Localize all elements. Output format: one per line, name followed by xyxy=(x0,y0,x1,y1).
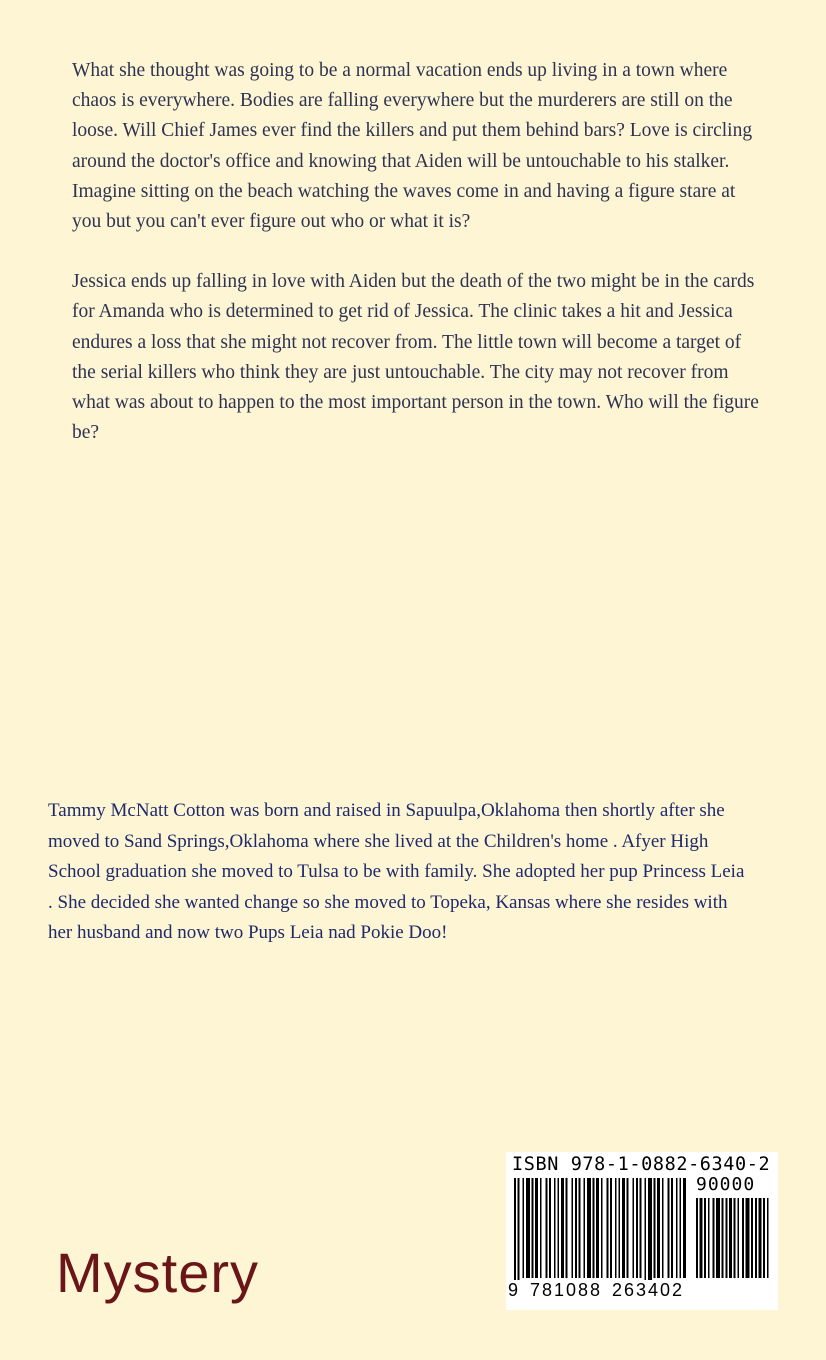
isbn-label: ISBN 978-1-0882-6340-2 xyxy=(512,1154,771,1175)
barcode-bar xyxy=(716,1198,720,1278)
barcode-bar xyxy=(645,1178,647,1290)
barcode-bar xyxy=(767,1198,769,1278)
barcode-bar xyxy=(584,1178,586,1278)
barcode-bar xyxy=(561,1178,564,1278)
barcode-bar xyxy=(549,1178,551,1278)
ean-left-digits: 781088 xyxy=(530,1280,603,1300)
barcode-bar xyxy=(622,1178,625,1278)
barcode-bar xyxy=(601,1178,603,1278)
barcode-bar xyxy=(575,1178,577,1278)
isbn-barcode xyxy=(506,1152,778,1310)
barcode-bar xyxy=(722,1198,724,1278)
barcode-bar xyxy=(526,1178,530,1278)
barcode-bar xyxy=(696,1198,698,1278)
barcode-bar xyxy=(566,1178,568,1278)
barcode-bar xyxy=(523,1178,525,1278)
ean-barcode-bars xyxy=(514,1178,686,1290)
barcode-bar xyxy=(700,1198,703,1278)
barcode-bar xyxy=(654,1178,656,1278)
barcode-bar xyxy=(738,1198,740,1278)
barcode-bar xyxy=(535,1178,538,1278)
barcode-bar xyxy=(607,1178,609,1278)
ean-first-digit: 9 xyxy=(508,1280,519,1300)
barcode-addon-digits: 90000 xyxy=(696,1174,756,1195)
barcode-bar xyxy=(734,1198,736,1278)
ean-digits xyxy=(508,1280,692,1301)
synopsis xyxy=(72,56,762,478)
barcode-bar xyxy=(596,1178,599,1278)
barcode-bar xyxy=(729,1198,732,1278)
barcode-bar xyxy=(708,1198,710,1278)
barcode-bar xyxy=(518,1178,520,1290)
synopsis-paragraph-1: What she thought was going to be a normal vacation ends up living in a town where chaos is everywhere. Bodies are falling everywhere but the murderers are still on the loose. Will Chief James ever find the killers and put them behind bars? Love is circling around the doctor's office and knowing that Aiden will be untouchable to his stalker. Imagine sitting on the beach watching the waves come in and having a figure stare at you but you can't ever figure out who or what it is? xyxy=(72,60,753,233)
barcode-bar xyxy=(680,1178,682,1278)
genre-label: Mystery xyxy=(56,1241,259,1304)
barcode-bar xyxy=(640,1178,642,1278)
barcode-bar xyxy=(683,1178,686,1278)
barcode-bar xyxy=(755,1198,757,1278)
barcode-bar xyxy=(619,1178,621,1278)
barcode-bar xyxy=(615,1178,617,1278)
barcode-bar xyxy=(668,1178,670,1278)
barcode-bar xyxy=(572,1178,574,1278)
barcode-bar xyxy=(759,1198,762,1278)
barcode-bar xyxy=(746,1198,750,1278)
barcode-bar xyxy=(636,1178,638,1278)
barcode-bar xyxy=(579,1178,581,1278)
barcode-bar xyxy=(648,1178,652,1290)
barcode-bar xyxy=(676,1178,678,1278)
barcode-bar xyxy=(633,1178,635,1278)
barcode-bar xyxy=(763,1198,765,1278)
addon-barcode-bars xyxy=(696,1198,770,1290)
barcode-bar xyxy=(540,1178,542,1278)
barcode-bar xyxy=(671,1178,673,1278)
barcode-bar xyxy=(554,1178,556,1278)
author-bio xyxy=(48,796,748,949)
barcode-bar xyxy=(558,1178,560,1278)
barcode-bar xyxy=(657,1178,660,1278)
ean-right-digits: 263402 xyxy=(612,1280,685,1300)
synopsis-paragraph-2: Jessica ends up falling in love with Aiden but the death of the two might be in the cards for Amanda who is determined to get rid of Jessica. The clinic takes a hit and Jessica endures a loss that she might not recover from. The little town will become a target of the serial killers who think they are just untouchable. The city may not recover from what was about to happen to the most important person in the town. Who will the figure be? xyxy=(72,271,759,444)
barcode-bar xyxy=(587,1178,591,1278)
barcode-bar xyxy=(610,1178,612,1278)
author-bio-text: Tammy McNatt Cotton was born and raised in Sapuulpa,Oklahoma then shortly after she moved to Sand Springs,Oklahoma where she lived at the Children's home . Afyer High School graduation she moved to Tulsa to be with family. She adopted her pup Princess Leia . She decided she wanted change so she moved to Topeka, Kansas where she resides with her husband and now two Pups Leia nad Pokie Doo! xyxy=(48,800,745,943)
barcode-bar xyxy=(704,1198,706,1278)
barcode-bar xyxy=(662,1178,664,1278)
barcode-bar xyxy=(742,1198,744,1278)
barcode-bar xyxy=(751,1198,753,1278)
barcode-bar xyxy=(713,1198,715,1278)
barcode-bar xyxy=(593,1178,595,1278)
barcode-bar xyxy=(514,1178,516,1290)
barcode-bar xyxy=(546,1178,548,1278)
barcode-bar xyxy=(532,1178,534,1278)
barcode-bar xyxy=(726,1198,728,1278)
barcode-bar xyxy=(627,1178,629,1278)
